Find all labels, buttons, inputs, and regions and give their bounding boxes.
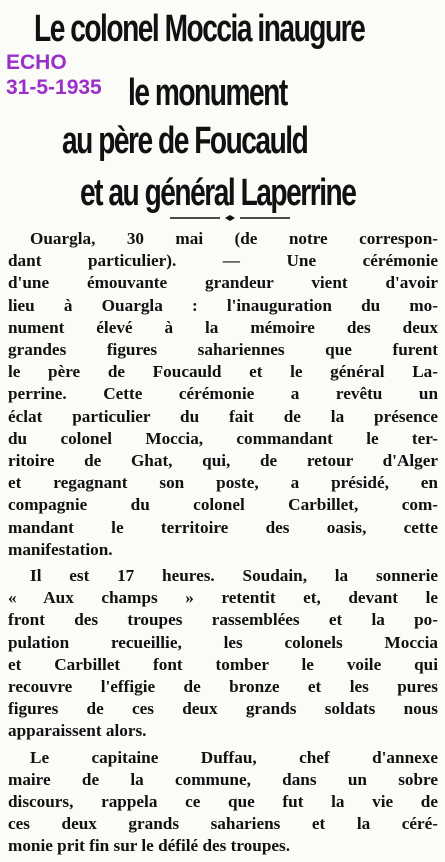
article-line: Ouargla, 30 mai (de notre correspon- xyxy=(30,229,438,248)
date-stamp xyxy=(6,50,102,100)
article-line: ritoire de Ghat, qui, de retour d'Alger xyxy=(8,451,438,471)
article-line: éclat particulier du fait de la présence xyxy=(8,406,438,426)
article-line: maire de la commune, dans un sobre xyxy=(8,769,438,789)
article-paragraph xyxy=(8,747,438,858)
article-line: ces deux grands sahariens et la céré- xyxy=(8,814,438,834)
headline-line-4: et au général Laperrine xyxy=(80,172,356,214)
headline-line-1: Le colonel Moccia inaugure xyxy=(34,8,365,50)
article-paragraph xyxy=(8,228,438,561)
article-line: et Carbillet font tomber le voile qui xyxy=(8,654,438,674)
article-body xyxy=(8,228,438,862)
article-line: mandant le territoire des oasis, cette xyxy=(8,517,438,537)
article-line: « Aux champs » retentit et, devant le xyxy=(8,588,438,608)
article-line: discours, rappela ce que fut la vie de xyxy=(8,792,438,812)
headline-line-3: au père de Foucauld xyxy=(62,120,308,162)
article-line: grandes figures sahariennes que furent xyxy=(8,340,438,360)
article-line: Il est 17 heures. Soudain, la sonnerie xyxy=(30,566,438,586)
stamp-date: 31-5-1935 xyxy=(6,76,102,99)
ornamental-divider xyxy=(170,214,290,222)
article-line: pulation recueillie, les colonels Moccia xyxy=(8,632,438,652)
article-line: d'une émouvante grandeur vient d'avoir xyxy=(8,273,438,293)
article-line: lieu à Ouargla : l'inauguration du mo- xyxy=(8,295,438,315)
article-line: compagnie du colonel Carbillet, com- xyxy=(8,495,438,515)
article-line: front des troupes rassemblées et la po- xyxy=(8,610,438,630)
article-line: perrine. Cette cérémonie a revêtu un xyxy=(8,384,438,404)
article-line: Le capitaine Duffau, chef d'annexe xyxy=(30,747,438,767)
article-line: et regagnant son poste, a présidé, en xyxy=(8,473,438,493)
article-line: recouvre l'effigie de bronze et les pures xyxy=(8,677,438,697)
article-line: apparaissent alors. xyxy=(8,721,147,741)
stamp-newspaper-name: ECHO xyxy=(6,51,67,74)
article-line: le père de Foucauld et le général La- xyxy=(8,362,438,382)
article-line: dant particulier). — Une cérémonie xyxy=(8,251,438,271)
article-line: monie prit fin sur le défilé des troupes. xyxy=(8,836,290,856)
article-line: du colonel Moccia, commandant le ter- xyxy=(8,428,438,448)
headline-line-2: le monument xyxy=(128,72,287,114)
article-paragraph xyxy=(8,565,438,743)
article-line: nument élevé à la mémoire des deux xyxy=(8,317,438,337)
article-line: manifestation. xyxy=(8,539,113,559)
article-line: figures de ces deux grands soldats nous xyxy=(8,699,438,719)
